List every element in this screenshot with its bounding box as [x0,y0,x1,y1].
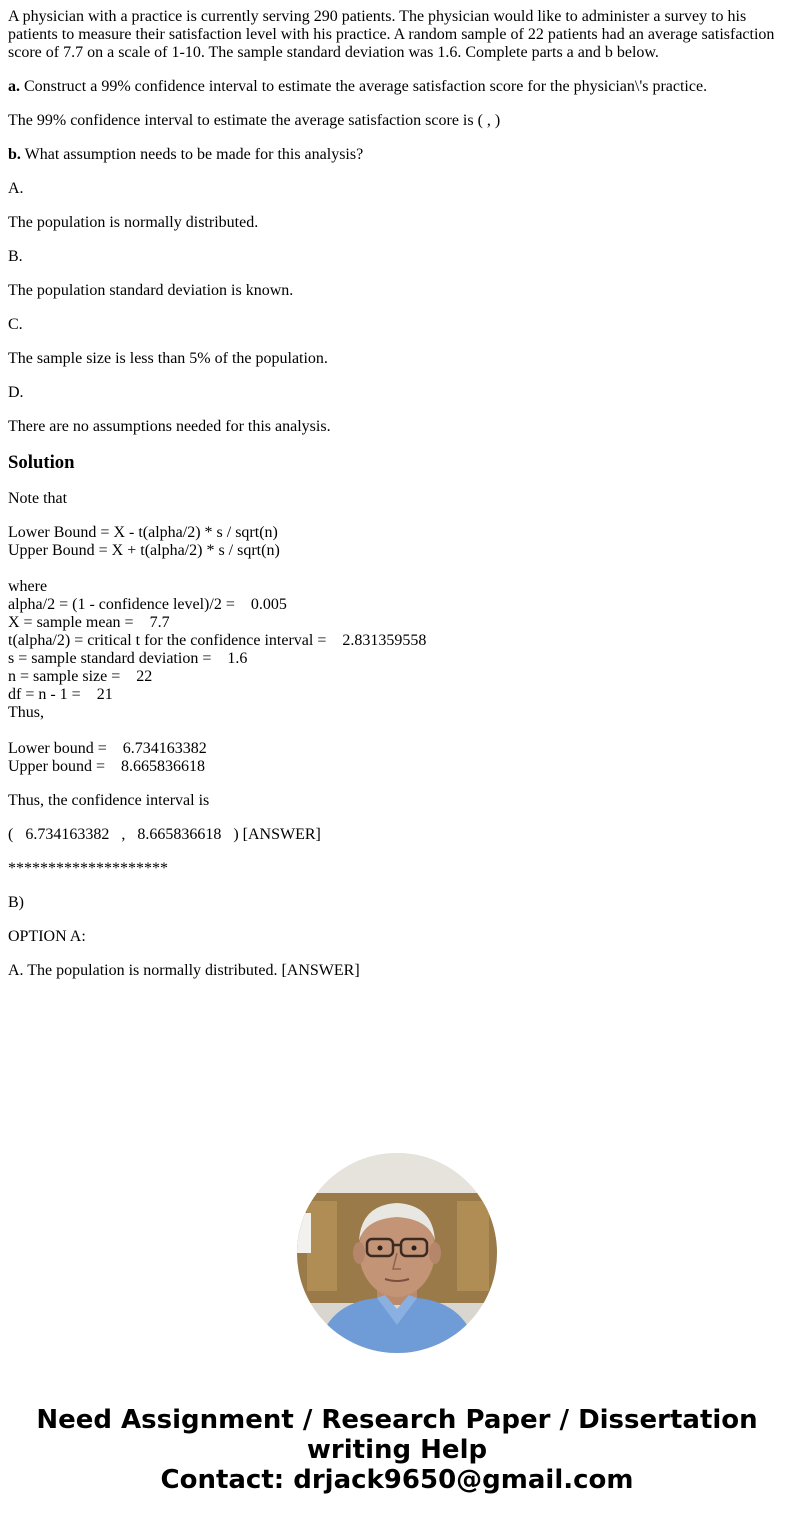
ci-intro: Thus, the confidence interval is [8,792,210,809]
solution-part-b-label: B) [8,894,24,911]
solution-working [8,524,786,776]
part-b-label: b. [8,146,21,163]
alpha-line: alpha/2 = (1 - confidence level)/2 = 0.005 [8,596,287,613]
upper-bound-formula: Upper Bound = X + t(alpha/2) * s / sqrt(n) [8,542,280,559]
option-d-letter: D. [8,384,24,401]
part-b-text: What assumption needs to be made for this analysis? [20,146,364,163]
lower-bound-value: Lower bound = 6.734163382 [8,740,207,757]
mean-line: X = sample mean = 7.7 [8,614,170,631]
part-a-question [8,78,786,96]
std-dev-line: s = sample standard deviation = 1.6 [8,650,248,667]
option-d-text: There are no assumptions needed for this analysis. [8,418,331,435]
option-b-text: The population standard deviation is known. [8,282,294,299]
solution-note: Note that [8,490,68,507]
part-a-answer-prompt: The 99% confidence interval to estimate the average satisfaction score is ( , ) [8,112,501,129]
option-c-text: The sample size is less than 5% of the population. [8,350,328,367]
upper-bound-value: Upper bound = 8.665836618 [8,758,206,775]
lower-bound-formula: Lower Bound = X - t(alpha/2) * s / sqrt(n) [8,524,278,541]
part-b-question [8,146,786,164]
option-c-letter: C. [8,316,23,333]
solution-option-answer: A. The population is normally distributed. [ANSWER] [8,962,360,979]
solution-option-label: OPTION A: [8,928,86,945]
sample-size-line: n = sample size = 22 [8,668,153,685]
option-a-text: The population is normally distributed. [8,214,259,231]
author-avatar [297,1153,497,1353]
option-b-letter: B. [8,248,23,265]
question-intro: A physician with a practice is currently serving 290 patients. The physician would like to administer a survey to his patients to measure their satisfaction level with his practice. A random sample of 22 patients had an average satisfaction score of 7.7 on a scale of 1-10. The sample standard deviation was 1.6. Complete parts a and b below. [8,8,775,61]
solution-heading: Solution [8,452,75,473]
critical-t-line: t(alpha/2) = critical t for the confidence interval = 2.831359558 [8,632,427,649]
footer-line-2: writing Help [306,1435,488,1465]
author-portrait-image [297,1153,497,1353]
footer-line-1: Need Assignment / Research Paper / Dissertation [36,1405,758,1435]
where-line: where [8,578,48,595]
option-a-letter: A. [8,180,24,197]
part-a-text: Construct a 99% confidence interval to estimate the average satisfaction score for the physician\'s practice. [20,78,708,95]
footer-banner [0,1405,794,1495]
part-a-label: a. [8,78,20,95]
document-content [8,8,786,996]
separator: ******************** [8,860,168,877]
ci-answer: ( 6.734163382 , 8.665836618 ) [ANSWER] [8,826,321,843]
footer-contact: Contact: drjack9650@gmail.com [160,1465,634,1495]
thus-line: Thus, [8,704,44,721]
df-line: df = n - 1 = 21 [8,686,113,703]
